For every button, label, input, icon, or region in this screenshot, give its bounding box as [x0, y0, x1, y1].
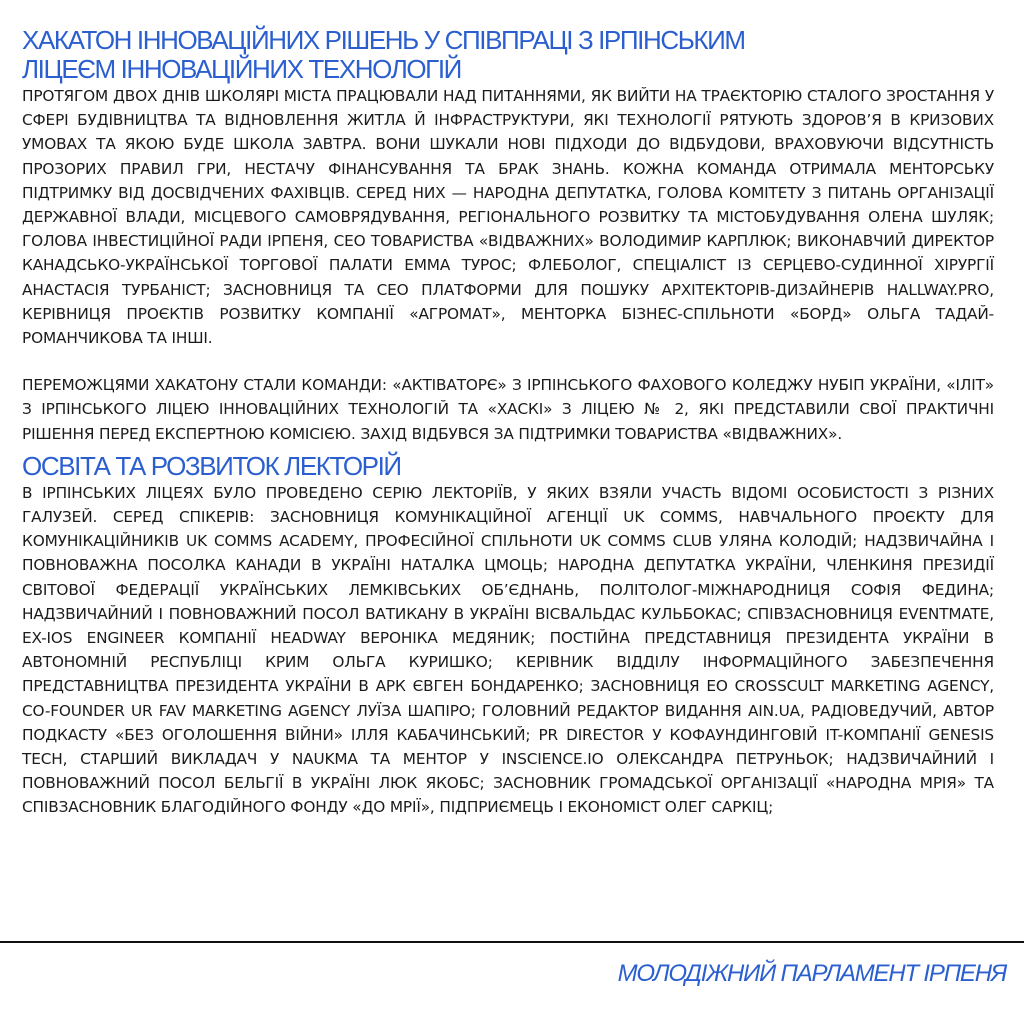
document-body	[22, 26, 994, 820]
hackathon-paragraph: ПРОТЯГОМ ДВОХ ДНІВ ШКОЛЯРІ МІСТА ПРАЦЮВАЛИ НАД ПИТАННЯМИ, ЯК ВИЙТИ НА ТРАЄКТОРІЮ СТАЛОГО ЗРОСТАННЯ У СФЕРІ БУДІВНИЦТВА ТА ВІДНОВЛЕННЯ ЖИТЛА Й ІНФРАСТРУКТУРИ, ЯКІ ТЕХНОЛОГІЇ РЯТУЮТЬ ЗДОРОВ’Я В КРИЗОВИХ УМОВАХ ТА ЯКОЮ БУДЕ ШКОЛА ЗАВТРА. ВОНИ ШУКАЛИ НОВІ ПІДХОДИ ДО ВІДБУДОВИ, ВРАХОВУЮЧИ ВІДСУТНІСТЬ ПРОЗОРИХ ПРАВИЛ ГРИ, НЕСТАЧУ ФІНАНСУВАННЯ ТА БРАК ЗНАНЬ. КОЖНА КОМАНДА ОТРИМАЛА МЕНТОРСЬКУ ПІДТРИМКУ ВІД ДОСВІДЧЕНИХ ФАХІВЦІВ. СЕРЕД НИХ — НАРОДНА ДЕПУТАТКА, ГОЛОВА КОМІТЕТУ З ПИТАНЬ ОРГАНІЗАЦІЇ ДЕРЖАВНОЇ ВЛАДИ, МІСЦЕВОГО САМОВРЯДУВАННЯ, РЕГІОНАЛЬНОГО РОЗВИТКУ ТА МІСТОБУДУВАННЯ ОЛЕНА ШУЛЯК; ГОЛОВА ІНВЕСТИЦІЙНОЇ РАДИ ІРПЕНЯ, CEO ТОВАРИСТВА «ВІДВАЖНИХ» ВОЛОДИМИР КАРПЛЮК; ВИКОНАВЧИЙ ДИРЕКТОР КАНАДСЬКО-УКРАЇНСЬКОЇ ТОРГОВОЇ ПАЛАТИ ЕММА ТУРОС; ФЛЕБОЛОГ, СПЕЦІАЛІСТ ІЗ СЕРЦЕВО-СУДИННОЇ ХІРУРГІЇ АНАСТАСІЯ ТУРБАНІСТ; ЗАСНОВНИЦЯ ТА CEO ПЛАТФОРМИ ДЛЯ ПОШУКУ АРХІТЕКТОРІВ-ДИЗАЙНЕРІВ HALLWAY.PRO, КЕРІВНИЦЯ ПРОЄКТІВ РОЗВИТКУ КОМПАНІЇ «АГРОМАТ», МЕНТОРКА БІЗНЕС-СПІЛЬНОТИ «БОРД» ОЛЬГА ТАДАЙ-РОМАНЧИКОВА ТА ІНШІ.	[22, 87, 994, 348]
section-heading-hackathon: ХАКАТОН ІННОВАЦІЙНИХ РІШЕНЬ У СПІВПРАЦІ З ІРПІНСЬКИМ ЛІЦЕЄМ ІННОВАЦІЙНИХ ТЕХНОЛОГІЙ	[22, 25, 745, 84]
footer-organization-name: МОЛОДІЖНИЙ ПАРЛАМЕНТ ІРПЕНЯ	[617, 960, 1006, 987]
footer-divider	[0, 941, 1024, 943]
lectures-paragraph: В ІРПІНСЬКИХ ЛІЦЕЯХ БУЛО ПРОВЕДЕНО СЕРІЮ ЛЕКТОРІЇВ, У ЯКИХ ВЗЯЛИ УЧАСТЬ ВІДОМІ ОСОБИСТОСТІ З РІЗНИХ ГАЛУЗЕЙ. СЕРЕД СПІКЕРІВ: ЗАСНОВНИЦЯ КОМУНІКАЦІЙНОЇ АГЕНЦІЇ UK COMMS, НАВЧАЛЬНОГО ПРОЄКТУ ДЛЯ КОМУНІКАЦІЙНИКІВ UK COMMS ACADEMY, ПРОФЕСІЙНОЇ СПІЛЬНОТИ UK COMMS CLUB УЛЯНА КОЛОДІЙ; НАДЗВИЧАЙНА І ПОВНОВАЖНА ПОСОЛКА КАНАДИ В УКРАЇНІ НАТАЛКА ЦМОЦЬ; НАРОДНА ДЕПУТАТКА УКРАЇНИ, ЧЛЕНКИНЯ ПРЕЗИДІЇ СВІТОВОЇ ФЕДЕРАЦІЇ УКРАЇНСЬКИХ ЛЕМКІВСЬКИХ ОБ’ЄДНАНЬ, ПОЛІТОЛОГ-МІЖНАРОДНИЦЯ СОФІЯ ФЕДИНА; НАДЗВИЧАЙНИЙ І ПОВНОВАЖНИЙ ПОСОЛ ВАТИКАНУ В УКРАЇНІ ВІСВАЛЬДАС КУЛЬБОКАС; СПІВЗАСНОВНИЦЯ EVENTMATE, EX-IOS ENGINEER КОМПАНІЇ HEADWAY ВЕРОНІКА МЕДЯНИК; ПОСТІЙНА ПРЕДСТАВНИЦЯ ПРЕЗИДЕНТА УКРАЇНИ В АВТОНОМНІЙ РЕСПУБЛІЦІ КРИМ ОЛЬГА КУРИШКО; КЕРІВНИК ВІДДІЛУ ІНФОРМАЦІЙНОГО ЗАБЕЗПЕЧЕННЯ ПРЕДСТАВНИЦТВА ПРЕЗИДЕНТА УКРАЇНИ В АРК ЄВГЕН БОНДАРЕНКО; ЗАСНОВНИЦЯ ЕО CROSSCULT MARKETING AGENCY, CO-FOUNDER UR FAV MARKETING AGENCY ЛУЇЗА ШАПІРО; ГОЛОВНИЙ РЕДАКТОР ВИДАННЯ AIN.UA, РАДІОВЕДУЧИЙ, АВТОР ПОДКАСТУ «БЕЗ ОГОЛОШЕННЯ ВІЙНИ» ІЛЛЯ КАБАЧИНСЬКИЙ; PR DIRECTOR У КОФАУНДИНГОВІЙ IT-КОМПАНІЇ GENESIS TECH, СТАРШИЙ ВИКЛАДАЧ У NAUKMA ТА МЕНТОР У INSCIENCE.IO ОЛЕКСАНДРА ПЕТРУНЬОК; НАДЗВИЧАЙНИЙ І ПОВНОВАЖНИЙ ПОСОЛ БЕЛЬГІЇ В УКРАЇНІ ЛЮК ЯКОБС; ЗАСНОВНИК ГРОМАДСЬКОЇ ОРГАНІЗАЦІЇ «НАРОДНА МРІЯ» ТА СПІВЗАСНОВНИК БЛАГОДІЙНОГО ФОНДУ «ДО МРІЇ», ПІДПРИЄМЕЦЬ І ЕКОНОМІСТ ОЛЕГ САРКІЦ;	[22, 483, 994, 817]
winners-paragraph: ПЕРЕМОЖЦЯМИ ХАКАТОНУ СТАЛИ КОМАНДИ: «АКТІВАТОРЄ» З ІРПІНСЬКОГО ФАХОВОГО КОЛЕДЖУ НУБІП УКРАЇНИ, «ІЛІТ» З ІРПІНСЬКОГО ЛІЦЕЮ ІННОВАЦІЙНИХ ТЕХНОЛОГІЙ ТА «ХАСКІ» З ЛІЦЕЮ № 2, ЯКІ ПРЕДСТАВИЛИ СВОЇ ПРАКТИЧНІ РІШЕННЯ ПЕРЕД ЕКСПЕРТНОЮ КОМІСІЄЮ. ЗАХІД ВІДБУВСЯ ЗА ПІДТРИМКИ ТОВАРИСТВА «ВІДВАЖНИХ».	[22, 376, 994, 443]
section-heading-lectures: ОСВІТА ТА РОЗВИТОК ЛЕКТОРІЙ	[22, 450, 401, 481]
